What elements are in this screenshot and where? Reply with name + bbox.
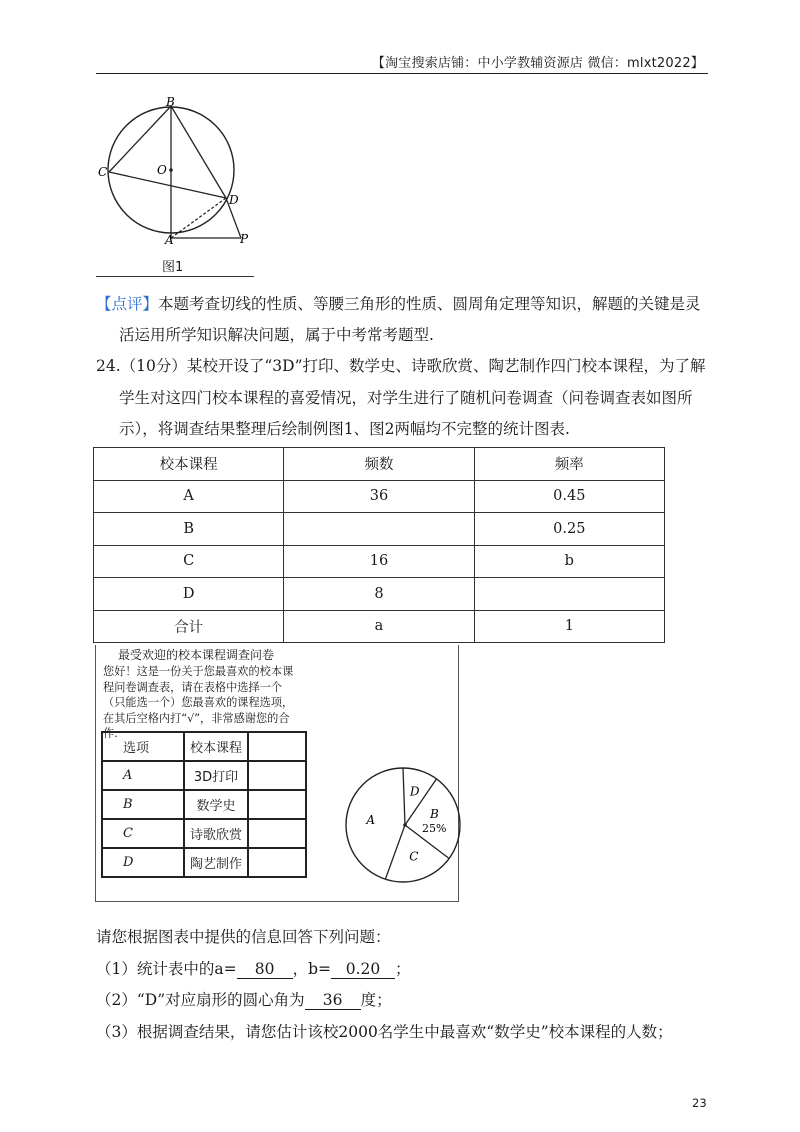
table-row [94,545,665,578]
q1-end: ； [395,960,411,978]
label-B: B [166,95,175,109]
pie-label-a: A [366,812,376,827]
label-D: D [229,193,239,207]
table-row [94,578,665,611]
q24-line-1: 24.（10分）某校开设了“3D”打印、数学史、诗歌欣赏、陶艺制作四门校本课程，为了解 [96,357,706,375]
question-1 [96,959,411,979]
q1-mid: ，b= [292,960,332,978]
pie-slice-boundary-d [403,768,405,825]
survey-line: 作. [103,727,118,740]
page-header: 【淘宝搜索店铺：中小学教辅资源店 微信：mlxt2022】 [371,56,704,71]
survey-header-course: 校本课程 [184,732,248,761]
label-C: C [98,165,108,179]
header-divider [96,73,708,74]
q2-prefix: （2）“D”对应扇形的圆心角为 [96,991,305,1009]
stats-header-course: 校本课程 [94,448,284,481]
table-row [102,761,306,790]
table-row [94,513,665,546]
stats-header-rate: 频率 [474,448,664,481]
survey-line: 您好！这是一份关于您最喜欢的校本课 [103,665,294,678]
dianping-text-1: 本题考查切线的性质、等腰三角形的性质、圆周角定理等知识，解题的关键是灵 [158,295,701,313]
table-cell: 36 [284,480,474,513]
pie-label-b: B [429,807,439,822]
pie-label-d: D [409,784,420,799]
dianping-line-1 [96,294,701,314]
table-row [102,848,306,877]
table-cell: b [474,545,664,578]
q2-answer: 36 [305,991,361,1010]
survey-check-cell [248,732,306,761]
survey-line: （只能选一个）您最喜欢的课程选项， [103,696,294,709]
table-cell [284,513,474,546]
dianping-line-2: 活运用所学知识解决问题，属于中考常考题型. [119,326,434,344]
table-cell: 0.25 [474,513,664,546]
survey-check-cell [248,761,306,790]
label-P: P [240,232,249,246]
survey-check-cell [248,819,306,848]
table-cell: 16 [284,545,474,578]
table-cell: 合计 [94,610,284,643]
table-cell: a [284,610,474,643]
dianping-tag: 【点评】 [96,295,159,313]
figure-1-rule [96,276,254,277]
pie-slice-boundary-a [385,825,405,879]
survey-header-option: 选项 [102,732,184,761]
table-cell: A [94,480,284,513]
q24-line-2: 学生对这四门校本课程的喜爱情况，对学生进行了随机问卷调查（问卷调查表如图所 [119,389,693,407]
table-row [102,790,306,819]
stats-table-header [94,448,665,481]
question-2 [96,990,392,1010]
survey-instructions [103,664,308,742]
survey-check-cell [248,790,306,819]
question-3: （3）根据调查结果，请您估计该校2000名学生中最喜欢“数学史”校本课程的人数； [96,1023,673,1041]
table-row [94,480,665,513]
table-cell: D [102,848,184,877]
table-cell: 数学史 [184,790,248,819]
q1-prefix: （1）统计表中的a= [96,960,237,978]
questions-intro: 请您根据图表中提供的信息回答下列问题： [96,928,391,946]
survey-title: 最受欢迎的校本课程调查问卷 [118,648,275,662]
pie-center-dot [403,823,407,827]
label-A: A [165,233,174,247]
q24-line-3: 示），将调查结果整理后绘制例图1、图2两幅均不完整的统计图表. [119,420,570,438]
pie-annotation-b: 25% [421,822,447,836]
label-O: O [157,163,167,177]
survey-table-header [102,732,306,761]
survey-table [101,731,307,878]
stats-header-frequency: 频数 [284,448,474,481]
pie-label-c: C [409,849,419,864]
figure-1-circle-diagram [96,94,258,280]
table-cell: D [94,578,284,611]
pie-chart [338,760,468,890]
table-cell: 陶艺制作 [184,848,248,877]
table-row [102,819,306,848]
survey-check-cell [248,848,306,877]
table-cell: 3D打印 [184,761,248,790]
q2-end: 度； [360,991,392,1009]
table-row [94,610,665,643]
table-cell: C [94,545,284,578]
figure-1-caption: 图1 [162,260,184,275]
q1-answer-b: 0.20 [331,960,395,979]
table-cell: 诗歌欣赏 [184,819,248,848]
stats-table [93,447,665,643]
table-cell [474,578,664,611]
table-cell: C [102,819,184,848]
q1-answer-a: 80 [237,960,293,979]
page-number: 23 [692,1096,707,1110]
survey-line: 在其后空格内打“√”，非常感谢您的合 [103,711,290,725]
table-cell: B [94,513,284,546]
table-cell: 8 [284,578,474,611]
table-cell: B [102,790,184,819]
table-cell: 1 [474,610,664,643]
table-cell: 0.45 [474,480,664,513]
table-cell: A [102,761,184,790]
survey-line: 程问卷调查表，请在表格中选择一个 [103,680,283,694]
